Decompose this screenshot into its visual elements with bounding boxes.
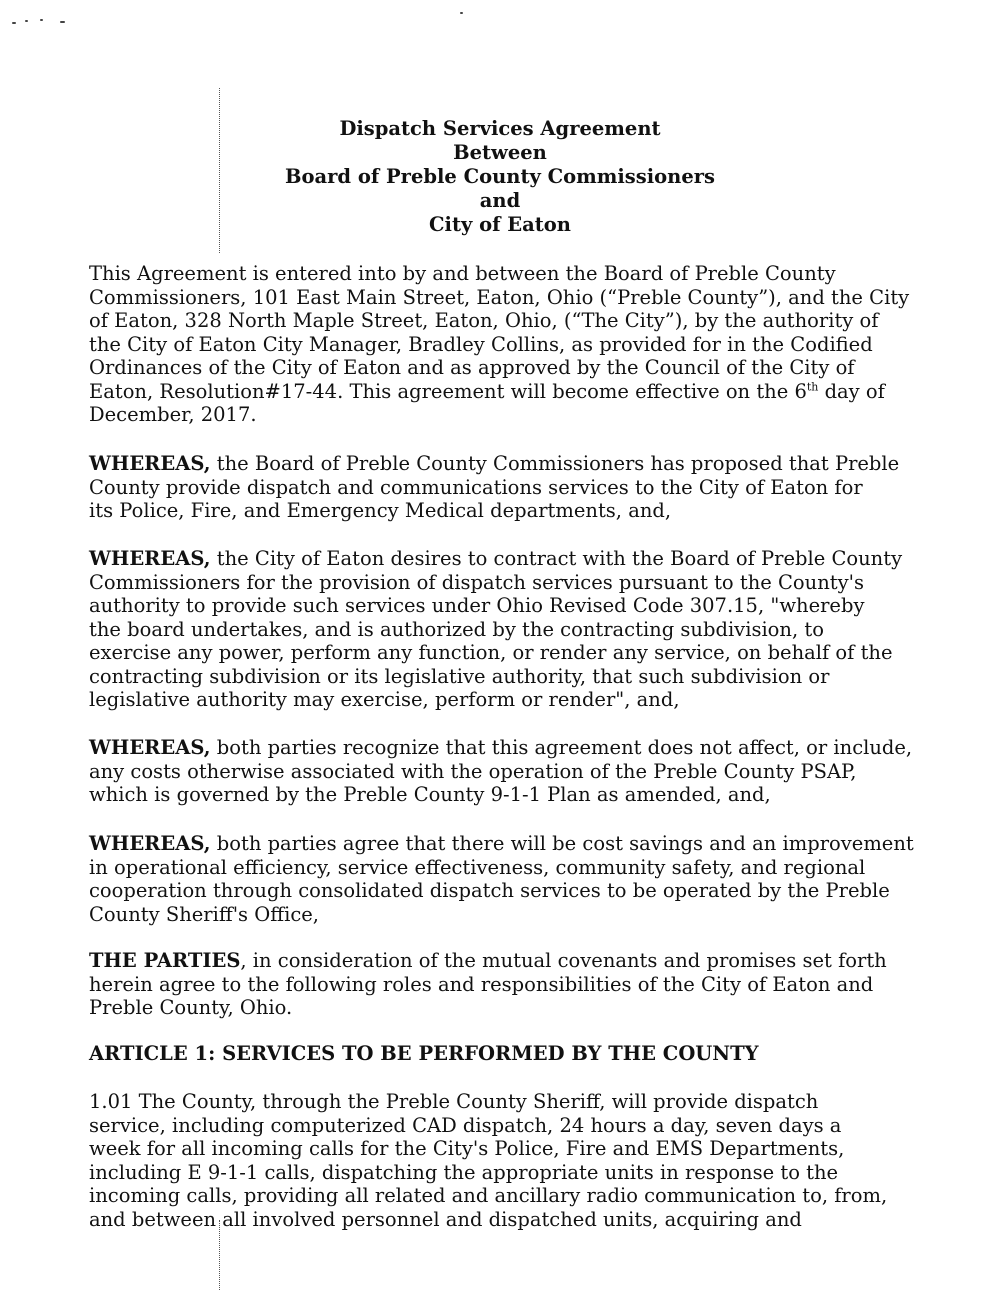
- text-line: exercise any power, perform any function, or render any service, on behalf of the: [89, 641, 893, 664]
- whereas-lead: WHEREAS,: [89, 832, 211, 855]
- text-line: [89, 736, 969, 760]
- text-line: County Sheriff's Office,: [89, 902, 320, 926]
- text-span: both parties recognize that this agreement does not affect, or include,: [210, 736, 913, 759]
- text-line: its Police, Fire, and Emergency Medical departments, and,: [89, 499, 672, 522]
- text-line: cooperation through consolidated dispatch services to be operated by the Preble: [89, 879, 890, 902]
- text-line: [89, 949, 969, 973]
- text-line: herein agree to the following roles and responsibilities of the City of Eaton and: [89, 972, 874, 996]
- text-line: including E 9-1-1 calls, dispatching the appropriate units in response to the: [89, 1160, 839, 1184]
- title-line: Board of Preble County Commissioners: [285, 165, 715, 188]
- ordinal-suffix: th: [806, 380, 819, 393]
- text-line: County provide dispatch and communications services to the City of Eaton for: [89, 475, 863, 499]
- parties-lead: THE PARTIES: [89, 949, 241, 972]
- text-span: Eaton, Resolution#17-44. This agreement will become effective on the 6: [89, 379, 807, 403]
- text-line: the board undertakes, and is authorized by the contracting subdivision, to: [89, 617, 824, 641]
- title-line: and: [479, 189, 521, 212]
- text-line: incoming calls, providing all related and ancillary radio communication to, from,: [89, 1184, 888, 1207]
- text-line: contracting subdivision or its legislative authority, that such subdivision or: [89, 664, 830, 688]
- scan-speck: [60, 21, 65, 23]
- title-line: Between: [453, 141, 547, 164]
- article-heading: [89, 1042, 969, 1066]
- text-span: both parties agree that there will be cost savings and an improvement: [210, 832, 914, 855]
- scan-speck: [460, 12, 463, 14]
- title-line: City of Eaton: [429, 213, 571, 236]
- text-span: the Board of Preble County Commissioners has proposed that Preble: [210, 452, 900, 475]
- scan-speck: [40, 19, 43, 21]
- whereas-paragraph: [89, 452, 969, 523]
- whereas-paragraph: [89, 736, 969, 807]
- scan-speck: [25, 20, 28, 22]
- text-line: [89, 547, 969, 571]
- scan-speck: [12, 22, 16, 24]
- section-1-01: [89, 1090, 969, 1231]
- whereas-paragraph: [89, 832, 969, 926]
- text-span: the City of Eaton desires to contract with the Board of Preble County: [210, 547, 903, 570]
- intro-paragraph: [89, 262, 969, 427]
- text-line: which is governed by the Preble County 9-1-1 Plan as amended, and,: [89, 783, 771, 806]
- text-line: the City of Eaton City Manager, Bradley Collins, as provided for in the Codified: [89, 332, 873, 356]
- text-line: and between all involved personnel and dispatched units, acquiring and: [89, 1207, 802, 1231]
- text-span: day of: [818, 379, 885, 403]
- text-line: This Agreement is entered into by and between the Board of Preble County: [89, 262, 836, 285]
- text-line: of Eaton, 328 North Maple Street, Eaton, Ohio, (“The City”), by the authority of: [89, 309, 879, 332]
- text-line: [89, 452, 969, 476]
- text-line: legislative authority may exercise, perform or render", and,: [89, 688, 680, 711]
- text-span: , in consideration of the mutual covenants and promises set forth: [240, 949, 887, 972]
- text-line: Preble County, Ohio.: [89, 996, 293, 1019]
- text-line: Ordinances of the City of Eaton and as approved by the Council of the City of: [89, 356, 855, 379]
- text-line: [89, 380, 969, 404]
- text-line: December, 2017.: [89, 403, 257, 426]
- text-line: [89, 832, 969, 856]
- article-1-heading: ARTICLE 1: SERVICES TO BE PERFORMED BY THE COUNTY: [89, 1042, 759, 1065]
- text-line: 1.01 The County, through the Preble County Sheriff, will provide dispatch: [89, 1090, 819, 1113]
- text-line: service, including computerized CAD dispatch, 24 hours a day, seven days a: [89, 1113, 842, 1137]
- parties-paragraph: [89, 949, 969, 1020]
- document-title: [0, 117, 1000, 237]
- whereas-paragraph: [89, 547, 969, 712]
- whereas-lead: WHEREAS,: [89, 452, 211, 475]
- whereas-lead: WHEREAS,: [89, 547, 211, 570]
- text-line: Commissioners, 101 East Main Street, Eaton, Ohio (“Preble County”), and the City: [89, 285, 910, 309]
- text-line: authority to provide such services under Ohio Revised Code 307.15, "whereby: [89, 594, 865, 617]
- text-line: Commissioners for the provision of dispatch services pursuant to the County's: [89, 570, 864, 594]
- whereas-lead: WHEREAS,: [89, 736, 211, 759]
- text-line: any costs otherwise associated with the operation of the Preble County PSAP,: [89, 759, 857, 783]
- text-line: in operational efficiency, service effectiveness, community safety, and regional: [89, 855, 866, 879]
- title-line: Dispatch Services Agreement: [339, 117, 661, 140]
- text-line: week for all incoming calls for the City's Police, Fire and EMS Departments,: [89, 1137, 845, 1160]
